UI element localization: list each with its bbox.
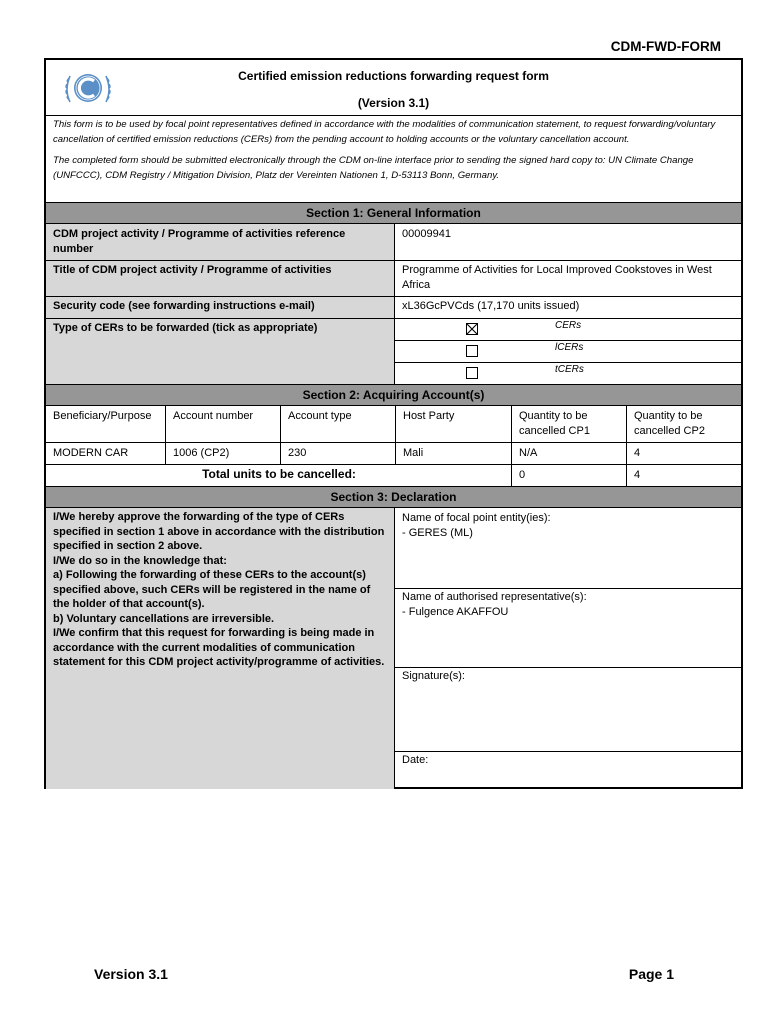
checkbox-cross-icon <box>467 324 477 334</box>
divider <box>395 406 396 464</box>
declaration-text <box>46 508 394 789</box>
row-beneficiary: MODERN CAR <box>53 447 129 459</box>
section-3-header: Section 3: Declaration <box>46 486 741 508</box>
focal-point-field[interactable] <box>395 509 741 542</box>
divider <box>46 296 741 297</box>
cers-checkbox[interactable] <box>466 323 478 335</box>
col-header-host-party: Host Party <box>403 410 455 422</box>
divider <box>395 340 741 341</box>
lcers-checkbox[interactable] <box>466 345 478 357</box>
col-header-account-type: Account type <box>288 410 352 422</box>
row-account-type: 230 <box>288 447 307 459</box>
declaration-line-4: b) Voluntary cancellations are irreversible. <box>53 612 275 625</box>
lcers-label: lCERs <box>555 342 584 353</box>
col-header-beneficiary: Beneficiary/Purpose <box>53 410 152 422</box>
section-1-header: Section 1: General Information <box>46 202 741 224</box>
divider <box>46 318 741 319</box>
row-qty-cp1: N/A <box>519 447 538 459</box>
divider <box>46 464 741 465</box>
divider <box>395 362 741 363</box>
authorised-rep-field[interactable] <box>395 588 741 621</box>
reference-number-value: 00009941 <box>402 228 451 240</box>
divider <box>511 406 512 486</box>
tcers-label: tCERs <box>555 364 584 375</box>
authorised-rep-value: - Fulgence AKAFFOU <box>402 605 509 618</box>
intro-paragraph-2: The completed form should be submitted electronically through the CDM on-line interface prior to sending the signed hard copy to: UN Climate Change (UNFCCC), CDM Registry / Mitigation Division, Platz der Vereinten Nationen 1, D-53113 Bonn, Germany. <box>53 155 694 181</box>
form-frame <box>44 58 743 789</box>
row-host-party: Mali <box>403 447 424 459</box>
form-code: CDM-FWD-FORM <box>610 39 721 54</box>
date-label: Date: <box>402 754 429 766</box>
row-account-number: 1006 (CP2) <box>173 447 230 459</box>
total-cp1: 0 <box>519 469 526 481</box>
footer-version: Version 3.1 <box>94 966 168 982</box>
section-2-header: Section 2: Acquiring Account(s) <box>46 384 741 406</box>
declaration-line-5: I/We confirm that this request for forwarding is being made in accordance with the current modalities of communication statement for this CDM project activity/programme of activities. <box>53 627 385 668</box>
col-header-account-number: Account number <box>173 410 254 422</box>
signature-label: Signature(s): <box>402 670 465 682</box>
total-units-label: Total units to be cancelled: <box>202 467 356 481</box>
declaration-line-3: a) Following the forwarding of these CERs to the account(s) specified above, such CERs will be registered in the name of the holder of that account(s). <box>53 569 371 610</box>
row-qty-cp2: 4 <box>634 447 641 459</box>
cers-label: CERs <box>555 320 582 331</box>
divider <box>165 406 166 464</box>
divider <box>46 442 741 443</box>
footer-page-number: Page 1 <box>628 966 674 982</box>
declaration-line-1: I/We hereby approve the forwarding of the type of CERs specified in section 1 above in accordance with the distribution specified in section 2 above. <box>53 511 385 552</box>
divider <box>280 406 281 464</box>
cer-type-label: Type of CERs to be forwarded (tick as appropriate) <box>53 322 318 334</box>
declaration-line-2: I/We do so in the knowledge that: <box>53 554 227 567</box>
form-title: Certified emission reductions forwarding request form <box>238 69 549 83</box>
reference-number-label: CDM project activity / Programme of activities reference number <box>46 224 394 259</box>
form-version: (Version 3.1) <box>357 96 430 110</box>
col-header-qty-cp2: Quantity to be cancelled CP2 <box>634 410 705 437</box>
focal-point-label: Name of focal point entity(ies): <box>402 512 551 524</box>
col-header-qty-cp1: Quantity to be cancelled CP1 <box>519 410 590 437</box>
project-title-label: Title of CDM project activity / Programme of activities <box>53 264 332 276</box>
date-field[interactable] <box>395 751 741 789</box>
divider <box>626 406 627 486</box>
project-title-value: Programme of Activities for Local Improved Cookstoves in West Africa <box>402 264 712 291</box>
divider <box>394 224 395 385</box>
security-code-value: xL36GcPVCds (17,170 units issued) <box>402 300 580 312</box>
intro-paragraph-1: This form is to be used by focal point representatives defined in accordance with the modalities of communication statement, to request forwarding/voluntary cancellation of certified emission reductions (CERs) from the pending account to holding accounts or the voluntary cancellation account. <box>53 119 716 145</box>
form-header <box>46 60 741 116</box>
authorised-rep-label: Name of authorised representative(s): <box>402 591 587 603</box>
divider <box>46 260 741 261</box>
tcers-checkbox[interactable] <box>466 367 478 379</box>
focal-point-value: - GERES (ML) <box>402 526 473 539</box>
security-code-label: Security code (see forwarding instructions e-mail) <box>53 300 315 312</box>
intro-text <box>53 118 737 190</box>
total-cp2: 4 <box>634 469 641 481</box>
signature-field[interactable] <box>395 667 741 751</box>
